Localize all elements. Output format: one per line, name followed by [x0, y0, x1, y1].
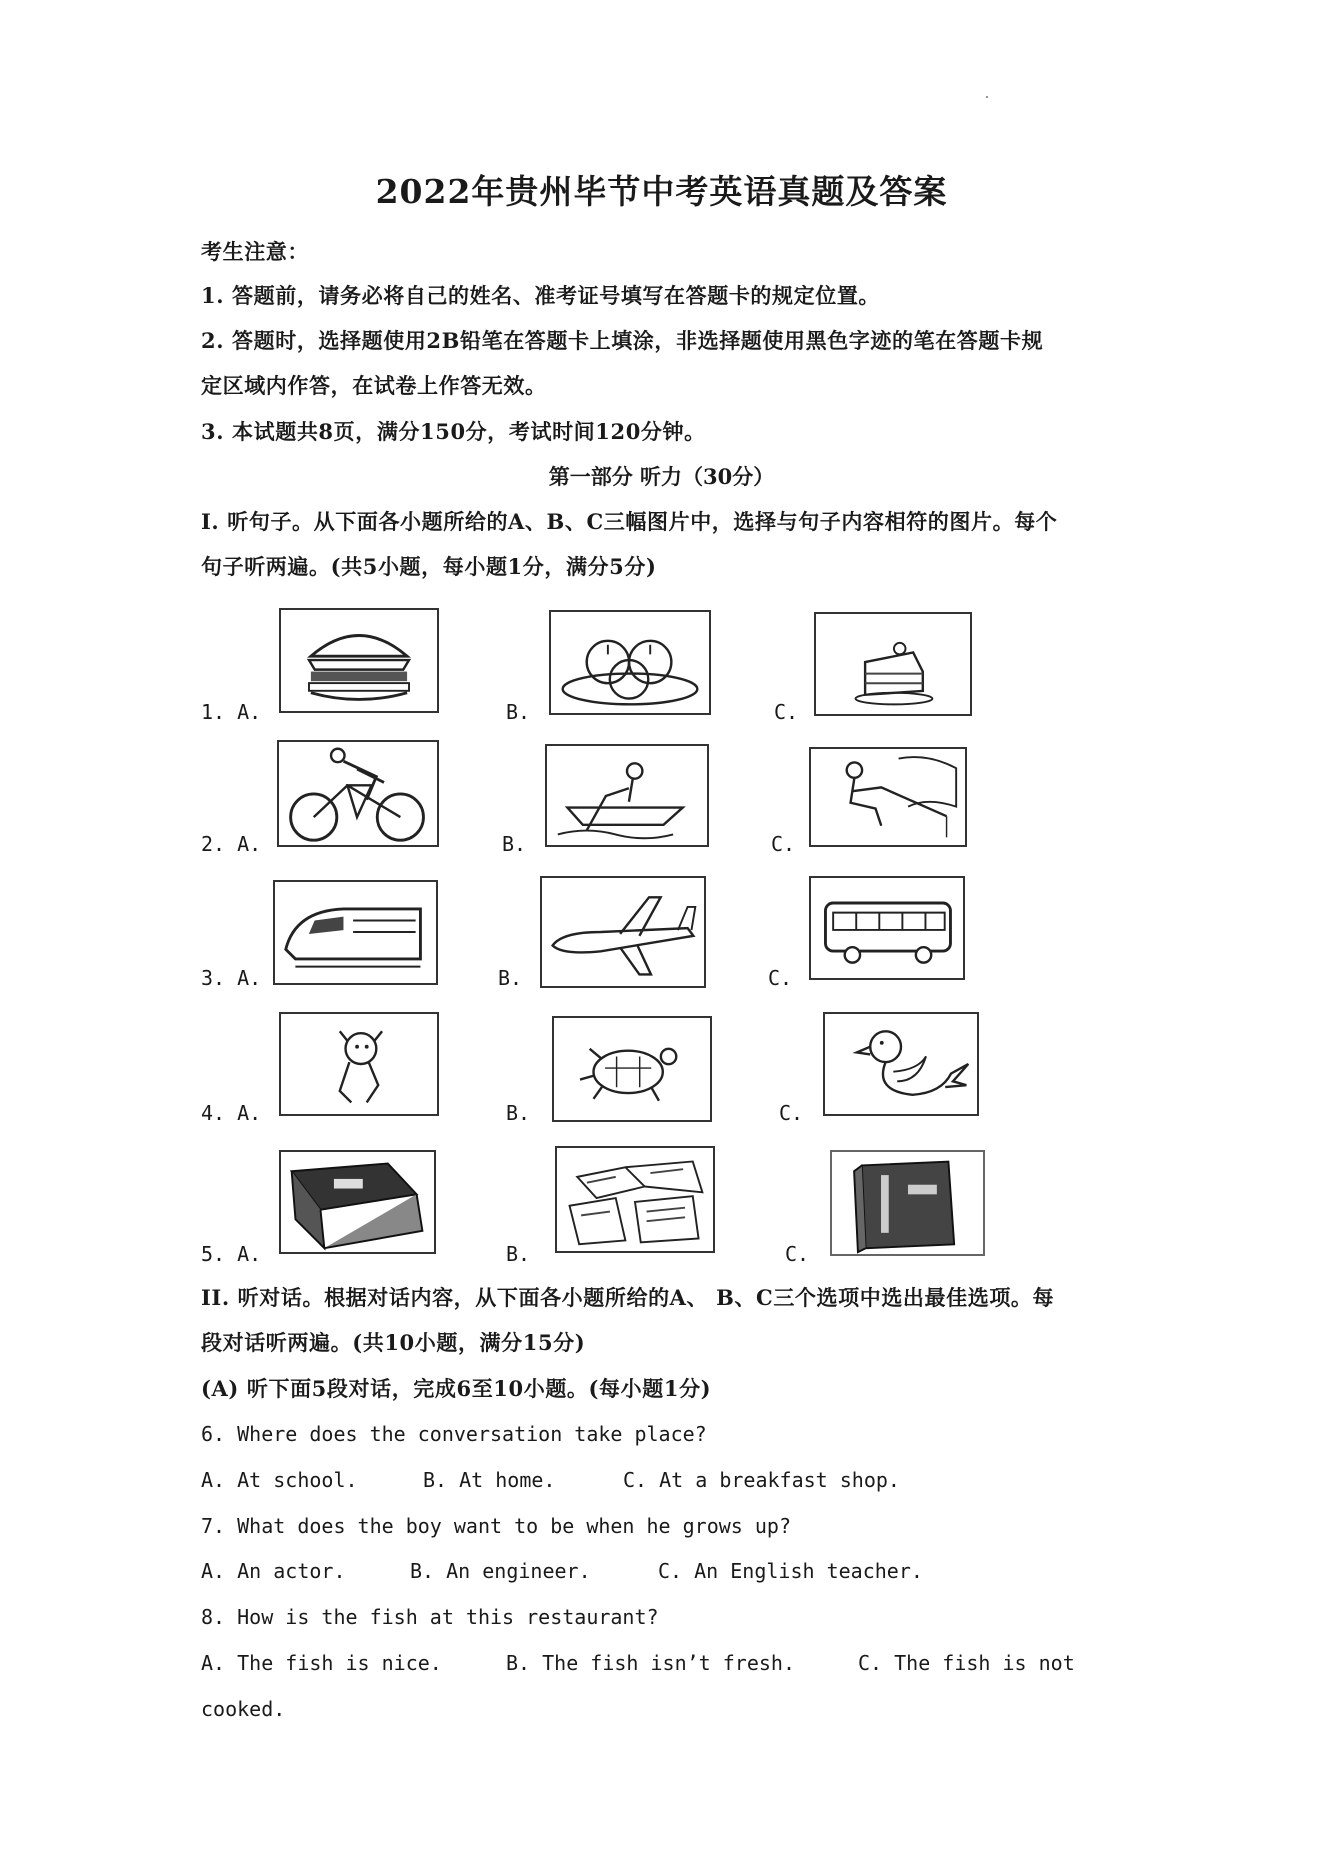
section2-instruction-cont: 段对话听两遍。(共10小题，满分15分) — [201, 1330, 586, 1355]
q6-option-a[interactable]: A. At school. — [201, 1468, 358, 1492]
q8-question: 8. How is the fish at this restaurant? — [201, 1605, 659, 1629]
part1-heading: 第一部分 听力（30分） — [548, 464, 775, 489]
q3-option-b-picture[interactable] — [540, 876, 706, 988]
q2-option-b-picture[interactable] — [545, 744, 709, 847]
q2-option-c-label: C. — [771, 832, 796, 856]
q2-option-c-picture[interactable] — [809, 747, 967, 847]
notice-item-3: 3. 本试题共8页，满分150分，考试时间120分钟。 — [201, 419, 706, 444]
q4-option-b-picture[interactable] — [552, 1016, 712, 1122]
q7-option-a[interactable]: A. An actor. — [201, 1559, 346, 1583]
notice-item-2-cont: 定区域内作答，在试卷上作答无效。 — [201, 373, 547, 398]
q4-option-a-picture[interactable] — [279, 1012, 439, 1116]
notice-heading: 考生注意： — [201, 239, 309, 264]
q3-option-a-label: 3. A. — [201, 966, 262, 990]
notice-item-1: 1. 答题前，请务必将自己的姓名、准考证号填写在答题卡的规定位置。 — [201, 283, 881, 308]
q4-option-c-picture[interactable] — [823, 1012, 979, 1116]
scan-dot — [986, 96, 988, 98]
q7-option-b[interactable]: B. An engineer. — [410, 1559, 591, 1583]
q6-option-b[interactable]: B. At home. — [423, 1468, 556, 1492]
rowing-icon — [547, 746, 707, 845]
page-title: 2022年贵州毕节中考英语真题及答案 — [375, 172, 948, 211]
q7-option-c[interactable]: C. An English teacher. — [658, 1559, 923, 1583]
buns-icon — [551, 612, 709, 713]
section1-instruction: I. 听句子。从下面各小题所给的A、B、C三幅图片中，选择与句子内容相符的图片。每个 — [201, 509, 1058, 534]
q1-option-a-picture[interactable] — [279, 608, 439, 713]
q1-option-b-picture[interactable] — [549, 610, 711, 715]
bus-icon — [811, 878, 963, 978]
q3-option-b-label: B. — [498, 966, 523, 990]
plane-icon — [542, 878, 704, 986]
q5-option-b-picture[interactable] — [555, 1146, 715, 1253]
q2-option-a-picture[interactable] — [277, 740, 439, 847]
book-icon — [281, 1152, 434, 1252]
section1-instruction-cont: 句子听两遍。(共5小题，每小题1分，满分5分) — [201, 554, 657, 579]
q1-option-a-label: 1. A. — [201, 700, 262, 724]
q6-option-c[interactable]: C. At a breakfast shop. — [623, 1468, 900, 1492]
q5-option-b-label: B. — [506, 1242, 531, 1266]
q3-option-c-picture[interactable] — [809, 876, 965, 980]
bird-icon — [825, 1014, 977, 1114]
train-icon — [275, 882, 436, 983]
cake-icon — [816, 614, 970, 714]
q5-option-c-label: C. — [785, 1242, 810, 1266]
q8-option-b[interactable]: B. The fish isn’t fresh. — [506, 1651, 795, 1675]
dictionary-icon — [832, 1152, 983, 1254]
magazines-icon — [557, 1148, 713, 1251]
q8-option-a[interactable]: A. The fish is nice. — [201, 1651, 442, 1675]
q2-option-a-label: 2. A. — [201, 832, 262, 856]
q5-option-a-picture[interactable] — [279, 1150, 436, 1254]
q4-option-a-label: 4. A. — [201, 1101, 262, 1125]
q3-option-c-label: C. — [768, 966, 793, 990]
turtle-icon — [554, 1018, 710, 1120]
q2-option-b-label: B. — [502, 832, 527, 856]
q4-option-b-label: B. — [506, 1101, 531, 1125]
q1-option-c-label: C. — [774, 700, 799, 724]
notice-item-2: 2. 答题时，选择题使用2B铅笔在答题卡上填涂，非选择题使用黑色字迹的笔在答题卡规 — [201, 328, 1044, 353]
q7-question: 7. What does the boy want to be when he grows up? — [201, 1514, 792, 1538]
fishing-icon — [811, 749, 965, 845]
q6-question: 6. Where does the conversation take place? — [201, 1422, 707, 1446]
q8-option-c-cont: cooked. — [201, 1697, 286, 1721]
q1-option-b-label: B. — [506, 700, 531, 724]
q4-option-c-label: C. — [779, 1101, 804, 1125]
cycling-icon — [279, 742, 437, 845]
q3-option-a-picture[interactable] — [273, 880, 438, 985]
q5-option-c-picture[interactable] — [830, 1150, 985, 1256]
section2-instruction: II. 听对话。根据对话内容，从下面各小题所给的A、 B、C三个选项中选出最佳选项。每 — [201, 1285, 1055, 1310]
q5-option-a-label: 5. A. — [201, 1242, 262, 1266]
section2-sub-a: (A) 听下面5段对话，完成6至10小题。(每小题1分) — [201, 1376, 712, 1401]
q8-option-c[interactable]: C. The fish is not — [858, 1651, 1075, 1675]
q1-option-c-picture[interactable] — [814, 612, 972, 716]
hamburger-icon — [281, 610, 437, 711]
dog-icon — [281, 1014, 437, 1114]
